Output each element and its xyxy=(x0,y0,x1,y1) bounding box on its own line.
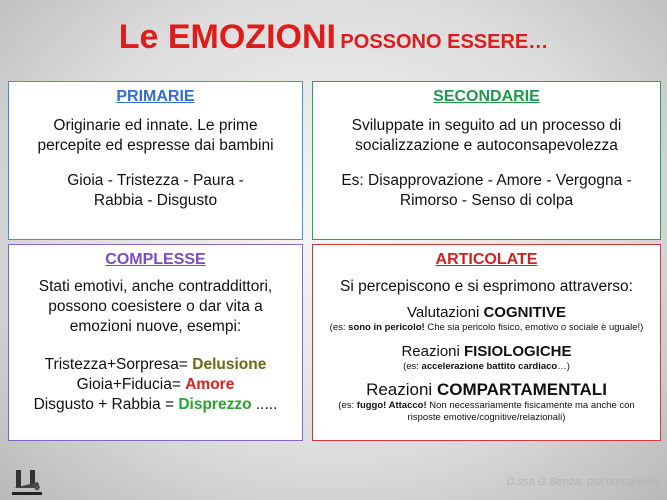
page-title xyxy=(0,18,667,57)
card-primarie xyxy=(8,81,303,240)
cognitive-note-rest: Che sia pericolo fisico, emotivo o sociale è uguale!) xyxy=(424,322,644,333)
example-3-result: Disprezzo xyxy=(178,396,252,413)
title-main: Le EMOZIONI xyxy=(118,18,336,56)
behavioral-note-open: (es: xyxy=(338,400,357,411)
secondarie-line-2: socializzazione e autoconsapevolezza xyxy=(355,137,618,154)
title-sub: POSSONO ESSERE… xyxy=(340,31,549,53)
secondarie-line-3: Es: Disapprovazione - Amore - Vergogna - xyxy=(341,172,632,189)
primarie-line-2: percepite ed espresse dai bambini xyxy=(37,137,274,154)
behavioral-prefix: Reazioni xyxy=(366,380,437,399)
example-2-formula: Gioia+Fiducia= xyxy=(76,376,186,393)
physiological-prefix: Reazioni xyxy=(401,343,465,360)
example-1-formula: Tristezza+Sorpresa= xyxy=(44,356,193,373)
articolate-heading: ARTICOLATE xyxy=(435,251,538,268)
cognitive-line xyxy=(313,303,660,322)
physiological-note xyxy=(313,361,660,373)
behavioral-note-rest: Non necessariamente fisicamente ma anche con xyxy=(426,400,635,411)
physiological-note-bold: accelerazione battito cardiaco xyxy=(421,361,558,372)
cognitive-note-open: (es: xyxy=(329,322,349,333)
physiological-keyword: FISIOLOGICHE xyxy=(464,343,572,360)
complesse-example-3 xyxy=(9,395,302,415)
primarie-line-4: Rabbia - Disgusto xyxy=(93,192,218,209)
behavioral-note-bold: fuggo! Attacco! xyxy=(356,400,427,411)
primarie-line-1: Originarie ed innate. Le prime xyxy=(53,117,258,134)
complesse-example-2 xyxy=(9,375,302,395)
cognitive-prefix: Valutazioni xyxy=(407,304,484,321)
complesse-heading: COMPLESSE xyxy=(105,251,206,268)
example-2-result: Amore xyxy=(185,376,235,393)
physiological-line xyxy=(313,342,660,361)
example-3-ellipsis: ..... xyxy=(251,396,278,413)
primarie-heading: PRIMARIE xyxy=(116,88,195,105)
secondarie-heading: SECONDARIE xyxy=(433,88,540,105)
cognitive-note-bold: sono in pericolo! xyxy=(348,322,425,333)
cognitive-keyword: COGNITIVE xyxy=(483,304,566,321)
physiological-note-rest: …) xyxy=(557,361,570,372)
behavioral-note xyxy=(313,400,660,412)
example-1-result: Delusione xyxy=(192,356,267,373)
behavioral-keyword: COMPARTAMENTALI xyxy=(436,380,607,399)
example-3-formula: Disgusto + Rabbia = xyxy=(33,396,179,413)
behavioral-line xyxy=(313,379,660,400)
secondarie-line-1: Sviluppate in seguito ad un processo di xyxy=(351,117,622,134)
secondarie-line-4: Rimorso - Senso di colpa xyxy=(399,192,574,209)
primarie-line-3: Gioia - Tristezza - Paura - xyxy=(67,172,244,189)
complesse-example-1 xyxy=(9,355,302,375)
articolate-intro: Si percepiscono e si esprimono attraverso: xyxy=(340,278,633,295)
card-articolate xyxy=(312,244,661,441)
behavioral-note-line-2: risposte emotive/cognitive/relazionali) xyxy=(407,412,566,423)
footer-credit: D.ssa G.Benza, psicoterapeuta xyxy=(506,476,659,488)
logo-icon xyxy=(10,466,44,496)
physiological-note-open: (es: xyxy=(403,361,422,372)
card-complesse xyxy=(8,244,303,441)
complesse-line-3: emozioni nuove, esempi: xyxy=(69,318,242,335)
cognitive-note xyxy=(313,322,660,334)
complesse-line-2: possono coesistere o dar vita a xyxy=(48,298,263,315)
card-secondarie xyxy=(312,81,661,240)
complesse-line-1: Stati emotivi, anche contraddittori, xyxy=(38,278,273,295)
